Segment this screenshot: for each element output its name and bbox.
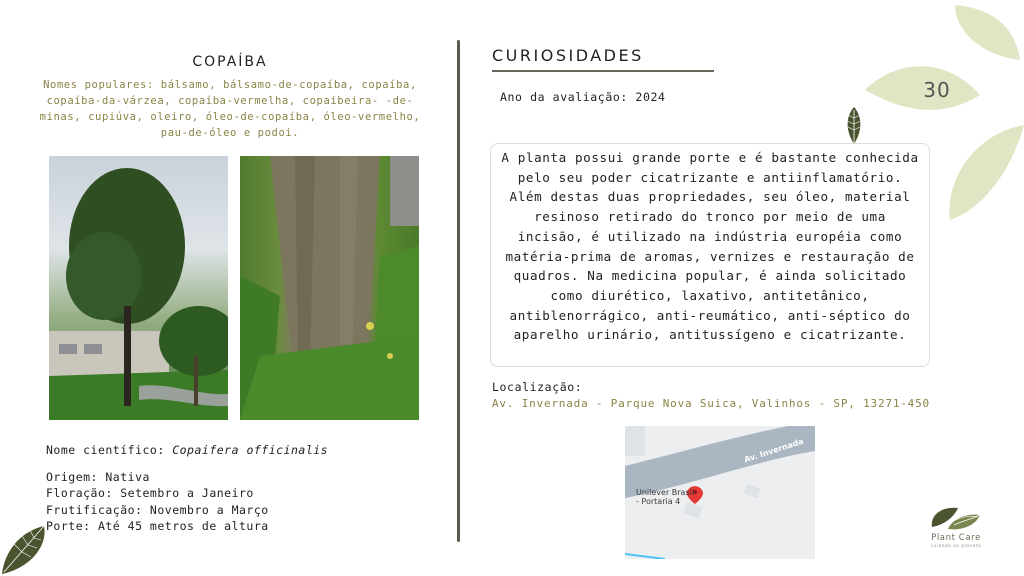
- page-number: 30: [923, 78, 951, 102]
- map-place-line2: - Portaria 4: [636, 497, 681, 506]
- column-divider: [457, 40, 460, 542]
- location-map[interactable]: [625, 426, 815, 559]
- map-place-line1: Unilever Brasil: [636, 488, 695, 497]
- trunk-photo: [240, 156, 419, 420]
- location-label: Localização:: [492, 380, 583, 394]
- scientific-name-label: Nome científico:: [46, 443, 173, 457]
- curiosities-title: CURIOSIDADES: [492, 46, 644, 65]
- evaluation-year: Ano da avaliação: 2024: [500, 90, 666, 104]
- fact-size: Porte: Até 45 metros de altura: [46, 519, 269, 534]
- plant-care-logo-icon: [928, 503, 984, 533]
- tree-photo: [49, 156, 228, 420]
- brand-tagline: cuidado ao planeta: [930, 544, 982, 549]
- leaf-icon: [843, 106, 865, 148]
- fact-flowering: Floração: Setembro a Janeiro: [46, 486, 254, 501]
- map-street-label: Av. Invernada: [743, 436, 805, 465]
- scientific-name: Copaifera officinalis: [172, 443, 329, 457]
- location-address[interactable]: Av. Invernada - Parque Nova Suica, Valinhos - SP, 13271-450: [492, 397, 930, 410]
- plant-title: COPAÍBA: [192, 54, 268, 70]
- fact-fruiting: Frutificação: Novembro a Março: [46, 502, 269, 517]
- title-underline: [492, 70, 714, 72]
- popular-names: Nomes populares: bálsamo, bálsamo-de-copaíba, copaíba, copaíba-da-várzea, copaíba-vermelha, copaibeira- -de-minas, cupiúva, oleiro, óleo-de-copaíba, óleo-vermelho, pau-de-óleo e podoi.: [39, 79, 421, 139]
- fact-origin: Origem: Nativa: [46, 470, 150, 484]
- description-box: A planta possui grande porte e é bastante conhecida pelo seu poder cicatrizante e antiinflamatório. Além destas duas propriedades, seu óleo, material resinoso retirado do tronco por meio de uma incisão, é utilizado na indústria européia como matéria-prima de aromas, vernizes e restauração de quadros. Na medicina popular, é ainda solicitado como diurético, laxativo, antitetânico, antiblenorrágico, anti-reumático, anti-séptico do aparelho urinário, antitussígeno e cicatrizante.: [490, 143, 930, 367]
- leaf-corner-icon: [0, 524, 48, 576]
- scientific-name-line: [46, 443, 328, 457]
- brand-name: Plant Care: [931, 533, 981, 543]
- plant-facts: [46, 469, 269, 535]
